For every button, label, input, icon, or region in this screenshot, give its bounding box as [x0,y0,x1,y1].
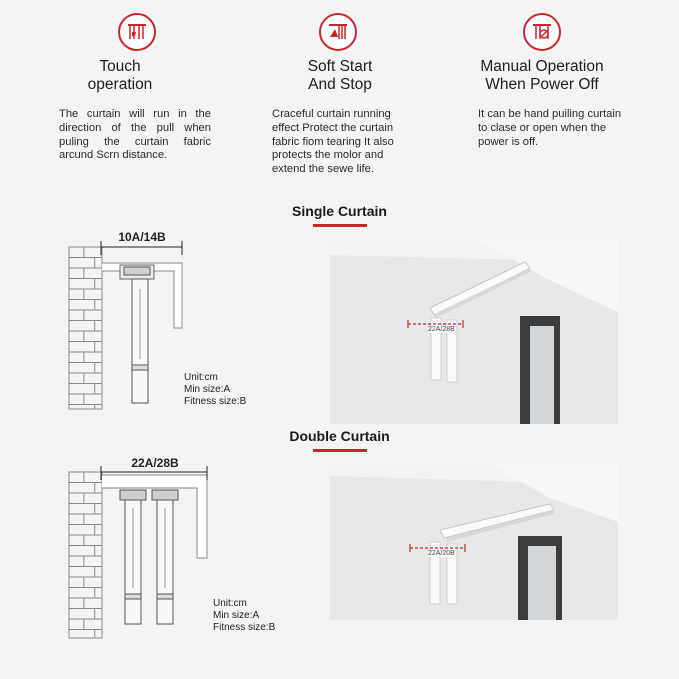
single-unit-notes [184,372,246,408]
feature-manual-body: It can be hand puiling curtain to clase or open when the power is off. [478,108,622,148]
single-curtain-photo [330,240,618,424]
soft-start-icon [319,13,357,51]
feature-title: Manual Operation When Power Off [480,58,604,93]
feature-title: Touch operation [87,58,153,93]
feature-soft-start-body: Craceful curtain running effect Protect the curtain fabric fiom tearing It also protects the molor and extend the sewe life. [272,108,394,176]
single-curtain-diagram [0,225,300,425]
unit-line: Unit:cm [184,372,218,383]
feature-title: Soft Start And Stop [307,58,373,93]
min-size-line: Min size:A [213,610,260,621]
double-dimension-label: 22A/28B [131,456,179,470]
manual-operation-icon [523,13,561,51]
unit-line: Unit:cm [213,598,247,609]
section-underline [313,224,367,227]
brick-wall [69,247,102,409]
brick-pattern [69,472,102,638]
photo-dimension-label: 22A/28B [428,326,455,333]
fitness-size-line: Fitness size:B [213,622,276,633]
feature-touch-body: The curtain will run in the direction of the pull when puling the curtain fabric arcund Scrn distance. [59,108,211,162]
brick-pattern [69,247,102,409]
double-unit-notes [213,598,275,634]
section-title-double: Double Curtain [289,428,390,444]
photo-dimension-label: 22A/20B [428,550,455,557]
section-title-single: Single Curtain [292,203,387,219]
curtain-touch-icon [118,13,156,51]
single-dimension-label: 10A/14B [118,230,166,244]
fitness-size-line: Fitness size:B [184,396,247,407]
double-curtain-photo [330,464,618,620]
section-underline [313,449,367,452]
min-size-line: Min size:A [184,384,231,395]
